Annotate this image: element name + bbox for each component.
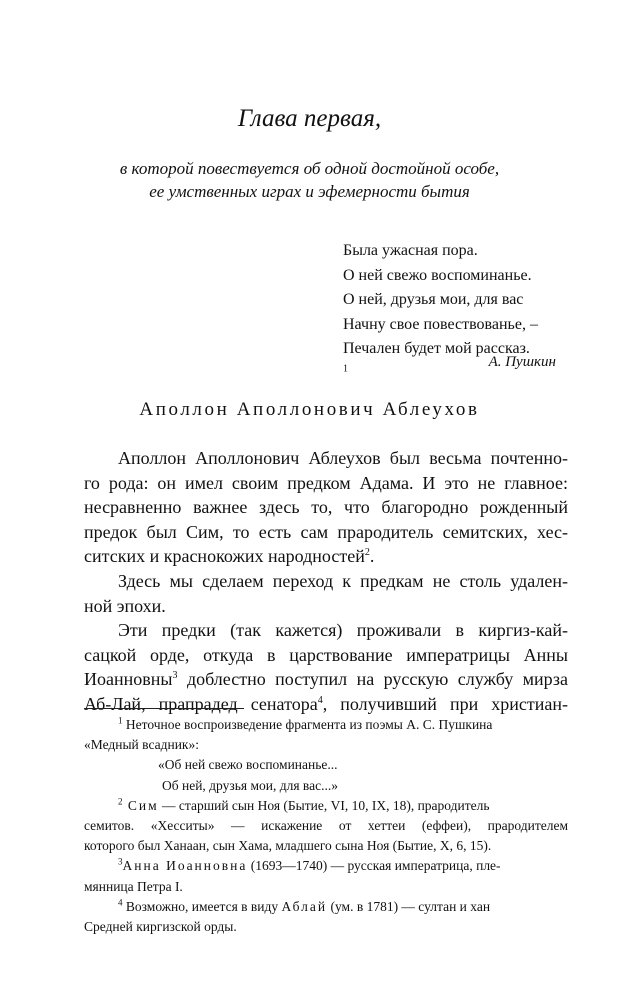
epigraph-line: О ней свежо воспоминанье. — [343, 266, 532, 284]
footnote-number: 2 — [118, 796, 123, 807]
chapter-title: Глава первая, — [237, 105, 382, 132]
footnote-divider — [84, 708, 244, 709]
chapter-subtitle — [0, 157, 619, 203]
footnote-4-line — [84, 897, 568, 917]
footnote-ref[interactable]: 3 — [172, 670, 178, 682]
section-title: Аполлон Аполлонович Аблеухов — [139, 399, 480, 420]
epigraph-line: Начну свое повествованье, – — [343, 315, 538, 333]
footnote-text: (1693—1740) — русская императрица, пле- — [247, 858, 501, 874]
body-line: Эти предки (так кажется) проживали в киргиз-кай- — [118, 620, 568, 641]
footnote-number: 3 — [118, 856, 123, 867]
chapter-subtitle-line: ее умственных играх и эфемерности бытия — [149, 182, 470, 201]
footnote-4-line: Средней киргизской орды. — [84, 919, 237, 935]
footnote-text: Возможно, имеется в виду — [122, 898, 282, 914]
body-text — [84, 446, 568, 717]
footnote-2-line: которого был Ханаан, сын Хама, младшего сына Ноя (Бытие, X, 6, 15). — [84, 838, 492, 854]
body-line: го рода: он имел своим предком Адама. И это не главное: — [84, 472, 568, 493]
footnote-text: (ум. в 1781) — султан и хан — [327, 898, 491, 914]
body-line-text: доблестно поступил на русскую службу мирза — [177, 669, 568, 690]
body-line-text: . — [369, 546, 375, 567]
footnote-3-line: мянница Петра I. — [84, 878, 183, 894]
body-line-text: , получивший при христиан- — [322, 693, 568, 714]
footnote-1-verse: Об ней, друзья мои, для вас...» — [162, 777, 338, 793]
footnote-ref[interactable]: 2 — [364, 547, 370, 559]
body-line: Аполлон Аполлонович Аблеухов был весьма почтенно- — [118, 448, 568, 468]
footnote-text: — старший сын Ноя (Бытие, VI, 10, IX, 18), прародитель — [158, 797, 490, 813]
body-line-text: Иоанновны — [84, 669, 173, 690]
body-line: Здесь мы сделаем переход к предкам не столь удален- — [118, 570, 568, 591]
footnote-ref[interactable]: 4 — [317, 694, 323, 706]
body-line: несравненно важнее здесь то, что благородно рожденный — [84, 497, 568, 518]
footnote-number: 1 — [118, 715, 123, 726]
epigraph-attribution: А. Пушкин — [488, 354, 556, 370]
chapter-subtitle-line: в которой повествуется об одной достойной особе, — [119, 159, 500, 178]
footnote-1-line — [84, 715, 568, 735]
footnote-1-verse: «Об ней свежо воспоминанье... — [158, 757, 338, 773]
epigraph-line: Была ужасная пора. — [343, 242, 478, 259]
footnote-ref[interactable]: 1 — [343, 363, 348, 375]
footnote-2-line: семитов. «Хесситы» — искажение от хеттеи (еффеи), прародителем — [84, 818, 568, 834]
footnote-number: 4 — [118, 897, 123, 908]
footnote-3-line — [84, 856, 568, 876]
body-line: сацкой орде, откуда в царствование императрицы Анны — [84, 644, 568, 665]
body-line — [84, 544, 568, 569]
body-line — [84, 667, 568, 692]
epigraph-line-text: Печален будет мой рассказ. — [343, 340, 530, 357]
body-line-text: ситских и краснокожих народностей — [84, 546, 365, 567]
footnote-term: Аблай — [281, 898, 328, 914]
epigraph-line: О ней, друзья мои, для вас — [343, 291, 524, 308]
footnote-1-line: «Медный всадник»: — [84, 737, 199, 753]
body-line: предок был Сим, то есть сам прародитель семитских, хес- — [84, 521, 568, 542]
body-line: ной эпохи. — [84, 595, 166, 616]
footnote-term: Анна Иоанновна — [122, 858, 248, 874]
body-line — [84, 692, 568, 717]
footnote-text: Неточное воспроизведение фрагмента из поэмы А. С. Пушкина — [122, 717, 493, 732]
footnote-term: Сим — [122, 797, 159, 813]
footnotes — [84, 715, 568, 937]
body-line-text: Аб-Лай, прапрадед сенатора — [84, 693, 318, 714]
footnote-2-line — [84, 796, 568, 816]
